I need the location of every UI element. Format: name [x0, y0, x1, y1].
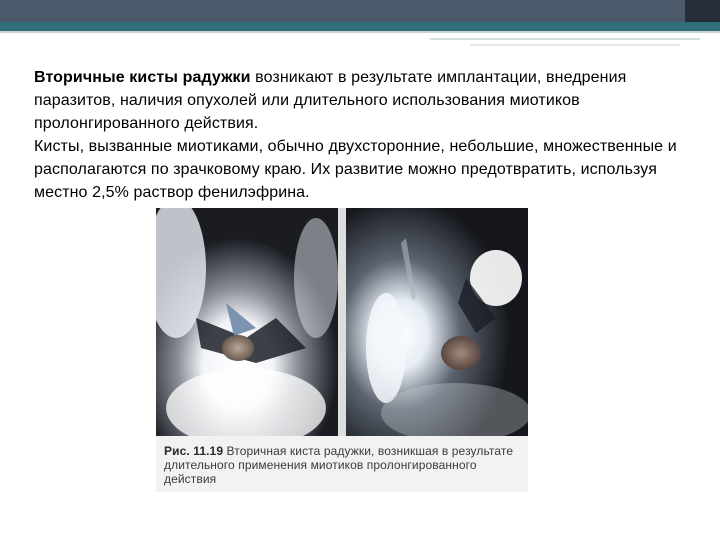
figure-caption-text: Вторичная киста радужки, возникшая в результате длительного применения миотиков пролонгированного действия: [164, 444, 514, 486]
eye-photo-right: [346, 208, 528, 438]
decorative-line: [430, 38, 700, 40]
term-bold: Вторичные кисты радужки: [34, 69, 251, 86]
figure-caption: [164, 444, 524, 486]
header-accent-bar: [0, 22, 720, 31]
figure-caption-area: [156, 436, 528, 492]
photo-separator: [338, 208, 346, 438]
figure-number: Рис. 11.19: [164, 444, 224, 458]
figure-photos: [156, 208, 528, 438]
decorative-line: [470, 44, 680, 46]
figure: [156, 208, 528, 492]
paragraph-intro: [34, 66, 684, 135]
paragraph-miotics: Кисты, вызванные миотиками, обычно двухсторонние, небольшие, множественные и располагаются по зрачковому краю. Их развитие можно предотвратить, используя местно 2,5% раствор фенилэфрина.: [34, 138, 677, 201]
header-bar: [0, 0, 720, 22]
paragraph-intro-text: возникают в результате имплантации, внедрения паразитов, наличия опухолей или длительного использования миотиков пролонгированного действия.: [34, 69, 627, 132]
header-divider: [0, 31, 720, 33]
slide-body-text: [34, 66, 684, 204]
eye-photo-left: [156, 208, 338, 438]
header-bar-corner: [685, 0, 720, 22]
